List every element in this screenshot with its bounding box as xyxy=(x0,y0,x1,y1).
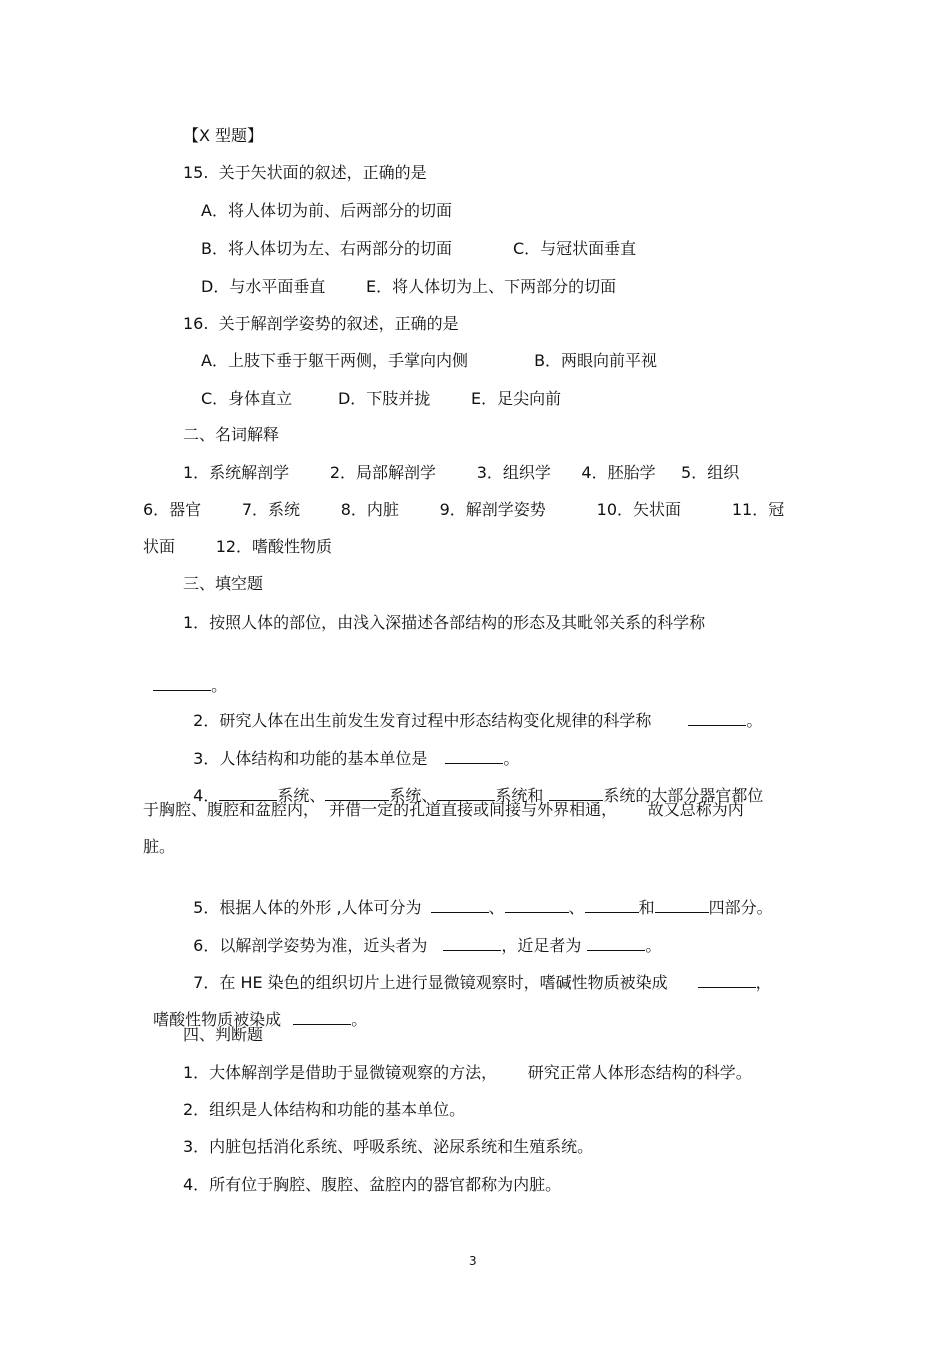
terms-line: 6．器官 7．系统 8．内脏 9．解剖学姿势 10．矢状面 11．冠 xyxy=(143,500,785,519)
question-15-option-line: D．与水平面垂直 E．将人体切为上、下两部分的切面 xyxy=(201,277,617,296)
answer-blank xyxy=(505,896,569,913)
text-fragment: 。 xyxy=(351,1010,368,1029)
fill-question-2 xyxy=(183,687,763,730)
section-heading-terms: 二、名词解释 xyxy=(183,425,280,444)
section-heading-judge: 四、判断题 xyxy=(183,1025,264,1044)
text-fragment: 系统、 xyxy=(277,786,326,805)
terms-line: 状面 12．嗜酸性物质 xyxy=(143,537,333,556)
question-15-option-line: A．将人体切为前、后两部分的切面 xyxy=(201,201,452,220)
text-fragment: 。 xyxy=(503,749,520,768)
fill-question-4-line-3: 脏。 xyxy=(143,837,176,856)
answer-blank xyxy=(431,896,489,913)
answer-blank xyxy=(585,896,639,913)
text-fragment: 。 xyxy=(746,711,763,730)
text-fragment: 和 xyxy=(638,898,655,917)
question-16-option-line: C．身体直立 D．下肢并拢 E．足尖向前 xyxy=(201,389,562,408)
question-15-option-line: B．将人体切为左、右两部分的切面 C．与冠状面垂直 xyxy=(201,239,637,258)
text-fragment: ，近足者为 xyxy=(501,936,582,955)
section-heading-fill: 三、填空题 xyxy=(183,574,264,593)
judge-item: 3．内脏包括消化系统、呼吸系统、泌尿系统和生殖系统。 xyxy=(183,1137,594,1156)
terms-line: 1．系统解剖学 2．局部解剖学 3．组织学 4．胚胎学 5．组织 xyxy=(183,463,740,482)
fill-question-4-line-2: 于胸腔、腹腔和盆腔内， 并借一定的孔道直接或间接与外界相通， 故又总称为内 xyxy=(143,800,744,819)
answer-blank xyxy=(293,1008,351,1025)
text-fragment: 2．研究人体在出生前发生发育过程中形态结构变化规律的科学称 xyxy=(193,711,652,730)
text-fragment: 。 xyxy=(211,676,228,695)
fill-question-7-line-2 xyxy=(143,986,368,1029)
text-fragment: 、 xyxy=(488,898,505,917)
text-fragment: 系统和 xyxy=(495,786,544,805)
text-fragment: ， xyxy=(755,973,772,992)
fill-question-6 xyxy=(183,912,662,955)
page-number: 3 xyxy=(469,1254,477,1268)
fill-question-5 xyxy=(183,874,773,917)
judge-item: 2．组织是人体结构和功能的基本单位。 xyxy=(183,1100,466,1119)
text-fragment: 。 xyxy=(645,936,662,955)
answer-blank xyxy=(698,971,756,988)
text-fragment: 6．以解剖学姿势为准，近头者为 xyxy=(193,936,428,955)
text-fragment: 、 xyxy=(568,898,585,917)
text-fragment: 四部分。 xyxy=(708,898,773,917)
section-heading-x-type: 【X 型题】 xyxy=(183,126,264,145)
text-fragment: 7．在 HE 染色的组织切片上进行显微镜观察时，嗜碱性物质被染成 xyxy=(193,973,668,992)
judge-item: 1．大体解剖学是借助于显微镜观察的方法， 研究正常人体形态结构的科学。 xyxy=(183,1063,752,1082)
fill-question-7 xyxy=(183,949,772,992)
fill-question-3 xyxy=(183,725,520,768)
fill-question-4 xyxy=(183,762,764,805)
text-fragment: 5．根据人体的外形 ,人体可分为 xyxy=(193,898,422,917)
text-fragment: 3．人体结构和功能的基本单位是 xyxy=(193,749,428,768)
question-16-stem: 16. 关于解剖学姿势的叙述，正确的是 xyxy=(183,314,459,333)
text-fragment: 系统、 xyxy=(389,786,438,805)
question-15-stem: 15. 关于矢状面的叙述，正确的是 xyxy=(183,163,427,182)
judge-item: 4．所有位于胸腔、腹腔、盆腔内的器官都称为内脏。 xyxy=(183,1175,562,1194)
answer-blank xyxy=(688,709,746,726)
text-fragment: 4． xyxy=(193,786,220,805)
fill-question-1-continuation xyxy=(143,652,228,695)
text-fragment: 嗜酸性物质被染成 xyxy=(153,1010,282,1029)
fill-question-1: 1．按照人体的部位，由浅入深描述各部结构的形态及其毗邻关系的科学称 xyxy=(183,613,706,632)
answer-blank xyxy=(655,896,709,913)
text-fragment: 系统的大部分器官都位 xyxy=(603,786,764,805)
question-16-option-line: A．上肢下垂于躯干两侧，手掌向内侧 B．两眼向前平视 xyxy=(201,351,658,370)
